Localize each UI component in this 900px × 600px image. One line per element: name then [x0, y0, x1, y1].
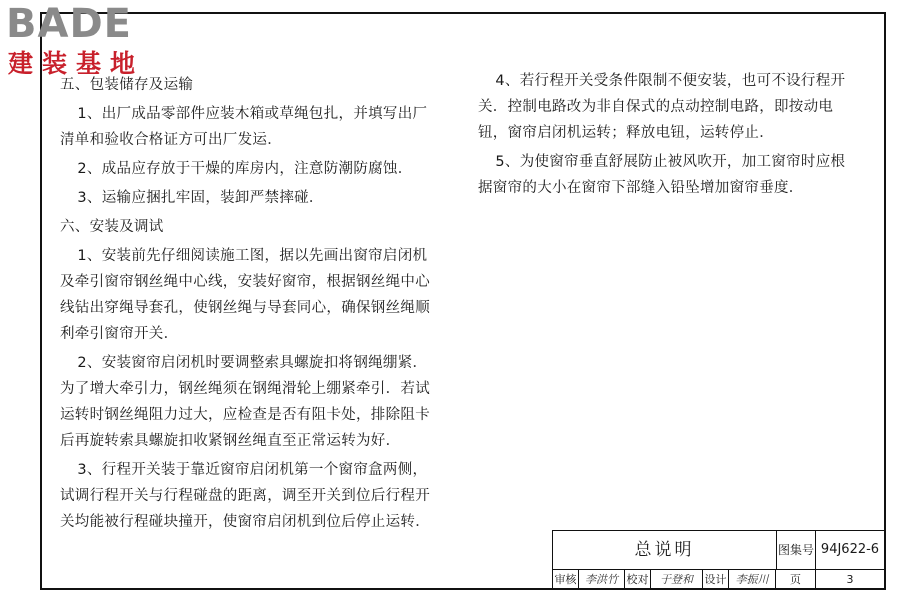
paragraph-packaging-1: 1、出厂成品零部件应装木箱或草绳包扎，并填写出厂清单和验收合格证方可出厂发运．	[60, 106, 428, 148]
atlas-number: 94J622-6	[820, 542, 880, 557]
page-number: 3	[846, 573, 854, 586]
watermark-brand: BADE	[6, 1, 132, 47]
title-block	[552, 530, 884, 588]
section-heading-packaging: 五、包装储存及运输	[60, 77, 194, 93]
review-label: 审核	[553, 570, 579, 589]
watermark-logo	[6, 1, 176, 84]
right-text-column	[478, 68, 850, 204]
paragraph-installation-1: 1、安装前先仔细阅读施工图，据以先画出窗帘启闭机及牵引窗帘钢丝绳中心线，安装好窗帘，根据钢丝绳中心线钻出穿绳导套孔，使钢丝绳与导套同心，确保钢丝绳顺利牵引窗帘开关．	[60, 248, 430, 342]
review-signature: 李洪竹	[579, 570, 625, 589]
check-signature: 于登和	[651, 570, 703, 589]
title-block-top-row	[553, 531, 884, 570]
page-label: 页	[776, 570, 816, 589]
title-block-sign-row	[553, 570, 884, 589]
design-signature: 李振川	[729, 570, 776, 589]
paragraph-installation-2: 2、安装窗帘启闭机时要调整索具螺旋扣将钢绳绷紧．为了增大牵引力，钢丝绳须在钢绳滑轮上绷紧牵引．若试运转时钢丝绳阻力过大，应检查是否有阻卡处，排除阻卡后再旋转索具螺旋扣收紧钢丝绳直至正常运转为好．	[60, 355, 430, 449]
paragraph-installation-4: 4、若行程开关受条件限制不便安装，也可不设行程开关．控制电路改为非自保式的点动控制电路，即按动电钮，窗帘启闭机运转；释放电钮，运转停止．	[478, 73, 846, 141]
paragraph-packaging-3: 3、运输应捆扎牢固，装卸严禁摔碰．	[77, 190, 324, 206]
paragraph-packaging-2: 2、成品应存放于干燥的库房内，注意防潮防腐蚀．	[77, 161, 413, 177]
design-label: 设计	[703, 570, 729, 589]
section-heading-installation: 六、安装及调试	[60, 219, 164, 235]
watermark-subtitle: 建装基地	[8, 49, 145, 78]
check-label: 校对	[625, 570, 651, 589]
drawing-title: 总说明	[553, 531, 777, 569]
left-text-column	[60, 72, 440, 538]
paragraph-installation-3: 3、行程开关装于靠近窗帘启闭机第一个窗帘盒两侧，试调行程开关与行程碰盘的距离，调至开关到位后行程开关均能被行程碰块撞开，使窗帘启闭机到位后停止运转．	[60, 462, 430, 530]
paragraph-installation-5: 5、为使窗帘垂直舒展防止被风吹开，加工窗帘时应根据窗帘的大小在窗帘下部缝入铅坠增加窗帘垂度．	[478, 154, 846, 196]
atlas-label: 图集号	[777, 531, 816, 569]
